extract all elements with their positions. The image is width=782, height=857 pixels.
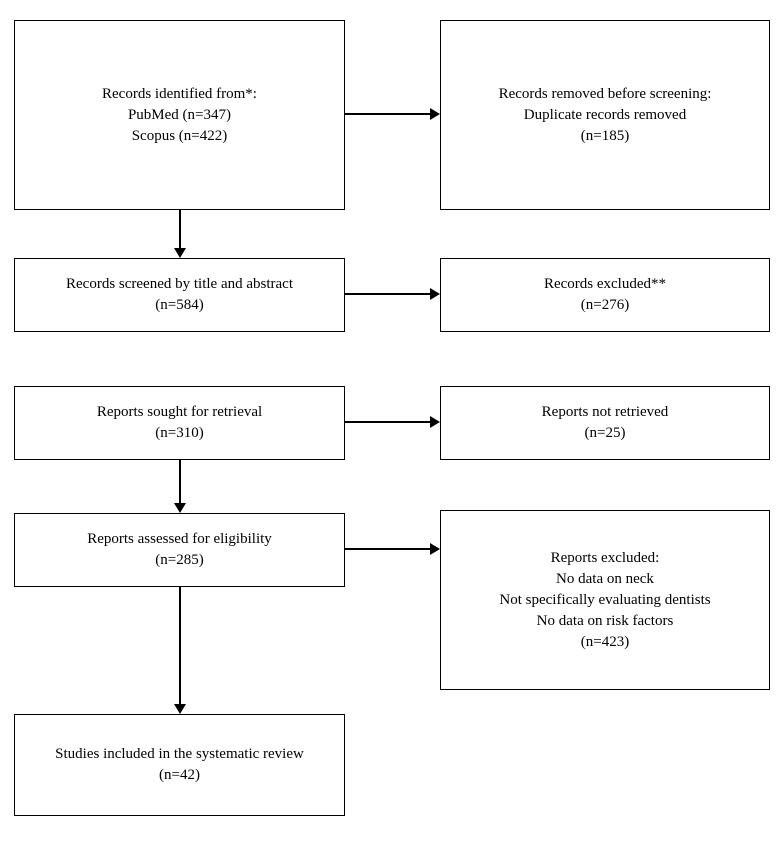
text-line: Reports assessed for eligibility — [87, 531, 272, 547]
text-line: (n=310) — [155, 425, 204, 441]
box-studies-included — [14, 714, 345, 816]
arrow-sought-to-assessed-line — [179, 460, 181, 503]
box-reports-excluded — [440, 510, 770, 690]
box-records-screened — [14, 258, 345, 332]
arrow-sought-to-not-retrieved-line — [345, 421, 430, 423]
box-records-excluded — [440, 258, 770, 332]
text-line: Records excluded** — [543, 276, 667, 292]
text-line: Records removed before screening: — [498, 85, 712, 102]
text-line: (n=276) — [580, 297, 630, 313]
arrow-identified-to-screened-line — [179, 210, 181, 248]
arrow-screened-to-excluded-arrowhead-icon — [430, 288, 440, 300]
box-records-removed-before-screening — [440, 20, 770, 210]
text-line: Records identified from*: — [102, 85, 257, 102]
text-line: Reports not retrieved — [541, 404, 669, 420]
text-line: Studies included in the systematic review — [55, 746, 304, 762]
arrow-assessed-to-reports-excluded-arrowhead-icon — [430, 543, 440, 555]
text-line: (n=185) — [580, 127, 630, 144]
arrow-assessed-to-reports-excluded-line — [345, 548, 430, 550]
text-line: (n=423) — [580, 633, 630, 650]
box-reports-not-retrieved — [440, 386, 770, 460]
text-line: Reports sought for retrieval — [96, 404, 263, 420]
box-reports-assessed — [14, 513, 345, 587]
text-line: (n=25) — [584, 425, 626, 441]
text-line: (n=584) — [155, 297, 204, 313]
text-line: PubMed (n=347) — [127, 106, 232, 123]
arrow-identified-to-removed-line — [345, 113, 430, 115]
text-line: Records screened by title and abstract — [66, 276, 293, 292]
arrow-identified-to-screened-arrowhead-icon — [174, 248, 186, 258]
text-line: No data on neck — [556, 570, 654, 587]
arrow-sought-to-not-retrieved-arrowhead-icon — [430, 416, 440, 428]
text-line: Reports excluded: — [550, 549, 660, 566]
arrow-identified-to-removed-arrowhead-icon — [430, 108, 440, 120]
text-line: No data on risk factors — [536, 612, 674, 629]
arrow-assessed-to-included-arrowhead-icon — [174, 704, 186, 714]
text-line: (n=42) — [159, 767, 200, 783]
box-reports-sought — [14, 386, 345, 460]
arrow-screened-to-excluded-line — [345, 293, 430, 295]
arrow-sought-to-assessed-arrowhead-icon — [174, 503, 186, 513]
box-records-identified — [14, 20, 345, 210]
arrow-assessed-to-included-line — [179, 587, 181, 704]
text-line: Scopus (n=422) — [131, 127, 228, 144]
text-line: (n=285) — [155, 552, 204, 568]
text-line: Not specifically evaluating dentists — [499, 591, 711, 608]
text-line: Duplicate records removed — [523, 106, 687, 123]
